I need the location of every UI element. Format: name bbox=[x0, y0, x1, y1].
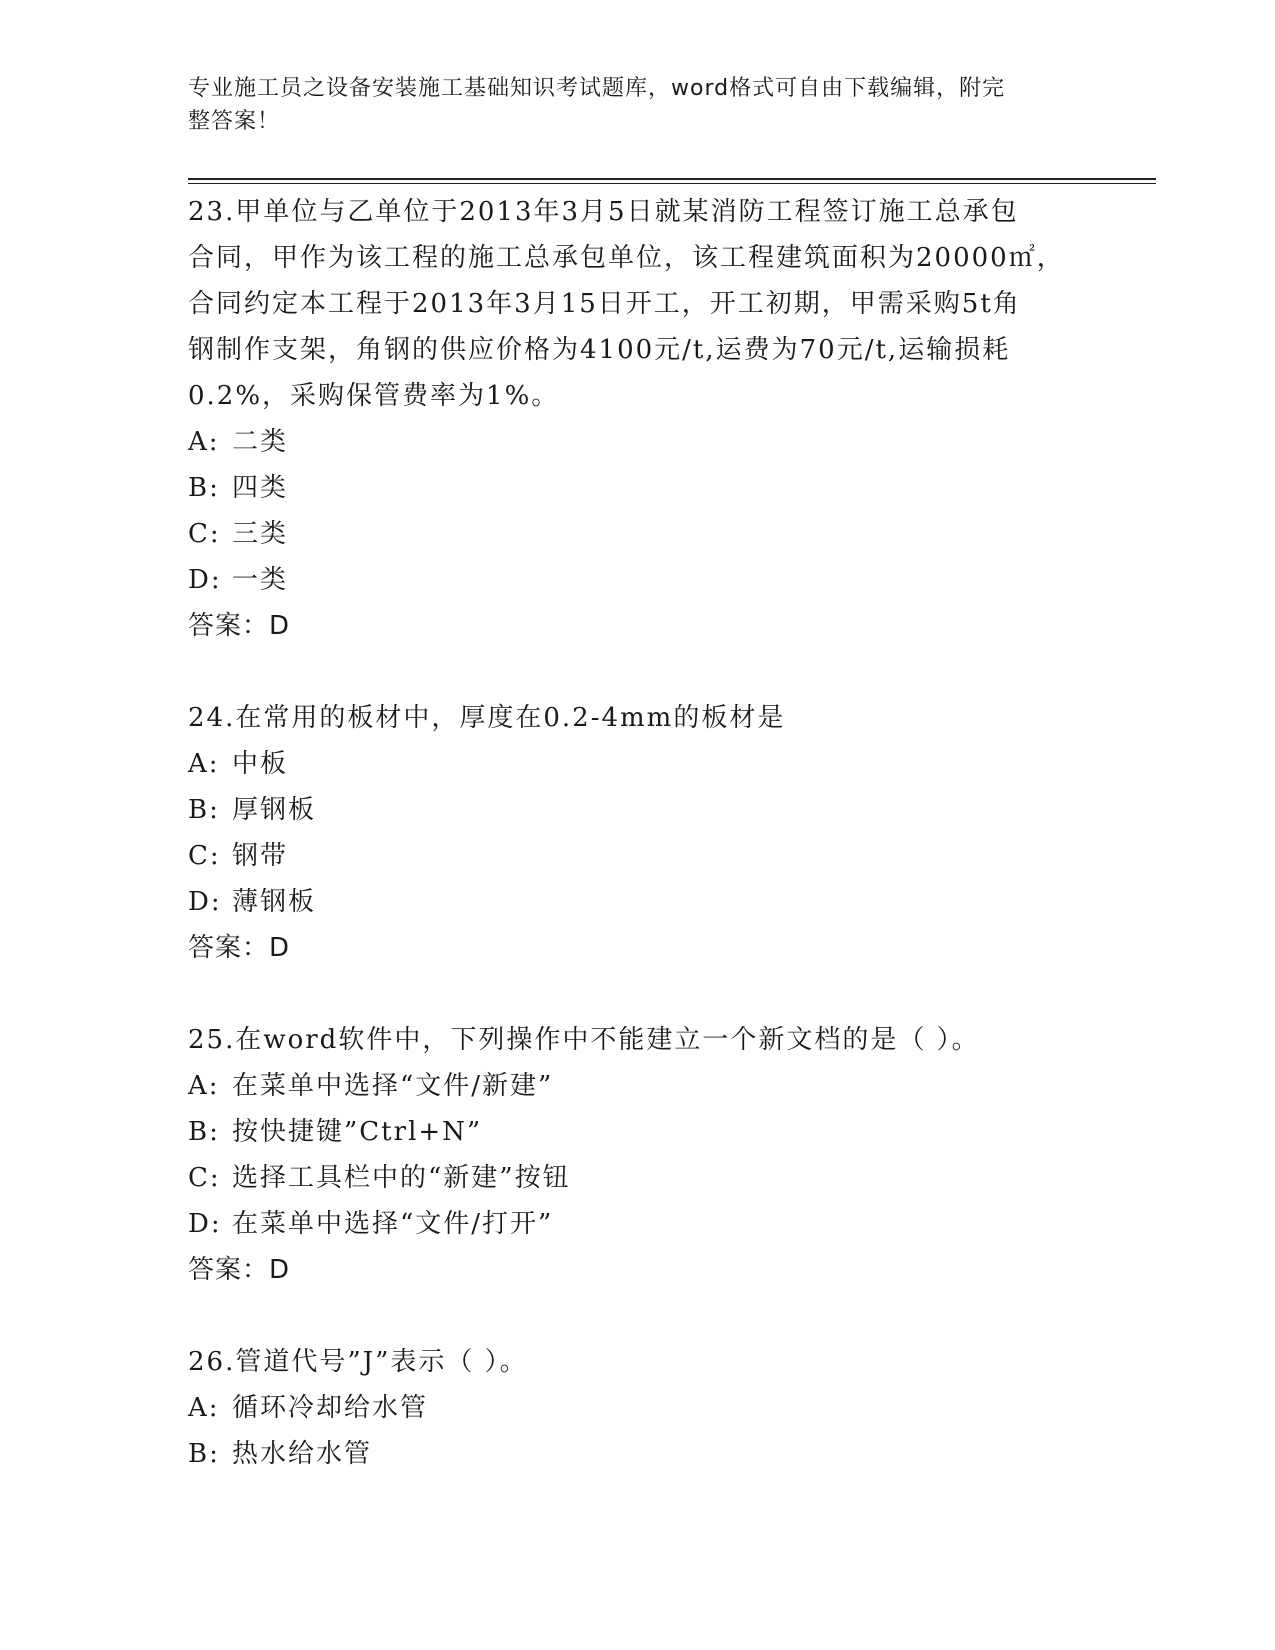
stem-line: 合同，甲作为该工程的施工总承包单位，该工程建筑面积为20000㎡， bbox=[188, 243, 1065, 273]
stem-line: 合同约定本工程于2013年3月15日开工，开工初期，甲需采购5t角 bbox=[188, 289, 1021, 319]
option-c bbox=[188, 833, 1088, 879]
option-label: D: bbox=[188, 1209, 222, 1239]
option-text: 在菜单中选择“文件/新建” bbox=[232, 1071, 554, 1101]
option-d bbox=[188, 1201, 1088, 1247]
option-text: 钢带 bbox=[232, 841, 289, 871]
header-divider-thick bbox=[188, 178, 1156, 180]
option-text: 在菜单中选择“文件/打开” bbox=[232, 1209, 554, 1239]
option-a bbox=[188, 1385, 1088, 1431]
option-d bbox=[188, 879, 1088, 925]
option-c bbox=[188, 1155, 1088, 1201]
question-list bbox=[188, 189, 1088, 1477]
stem-line: 26.管道代号”J”表示（ ）。 bbox=[188, 1347, 528, 1377]
stem-line: 钢制作支架，角钢的供应价格为4100元/t,运费为70元/t,运输损耗 bbox=[188, 335, 1011, 365]
option-label: C: bbox=[188, 1163, 221, 1193]
document-header bbox=[188, 72, 1078, 138]
answer-line: 答案：D bbox=[188, 933, 291, 963]
option-label: A: bbox=[188, 1071, 220, 1101]
stem-line: 0.2%，采购保管费率为1%。 bbox=[188, 381, 560, 411]
option-label: B: bbox=[188, 795, 220, 825]
question-25 bbox=[188, 1017, 1088, 1293]
option-text: 二类 bbox=[232, 427, 289, 457]
question-24 bbox=[188, 695, 1088, 971]
option-text: 热水给水管 bbox=[232, 1439, 373, 1469]
header-title-line-1: 专业施工员之设备安装施工基础知识考试题库，word格式可自由下载编辑，附完 bbox=[188, 76, 1006, 101]
option-label: C: bbox=[188, 841, 221, 871]
option-label: B: bbox=[188, 473, 220, 503]
question-26 bbox=[188, 1339, 1088, 1477]
option-b bbox=[188, 787, 1088, 833]
option-label: B: bbox=[188, 1117, 220, 1147]
header-title-line-2: 整答案！ bbox=[188, 109, 281, 134]
option-b bbox=[188, 1109, 1088, 1155]
option-a bbox=[188, 741, 1088, 787]
option-b bbox=[188, 1431, 1088, 1477]
option-text: 四类 bbox=[232, 473, 289, 503]
option-d bbox=[188, 557, 1088, 603]
option-label: C: bbox=[188, 519, 221, 549]
option-label: A: bbox=[188, 1393, 220, 1423]
answer-line: 答案：D bbox=[188, 611, 291, 641]
question-23 bbox=[188, 189, 1088, 649]
option-label: A: bbox=[188, 749, 220, 779]
question-stem bbox=[188, 695, 1088, 741]
option-text: 按快捷键”Ctrl+N” bbox=[232, 1117, 483, 1147]
option-text: 一类 bbox=[232, 565, 289, 595]
question-stem bbox=[188, 1339, 1088, 1385]
stem-line: 23.甲单位与乙单位于2013年3月5日就某消防工程签订施工总承包 bbox=[188, 197, 1019, 227]
option-text: 薄钢板 bbox=[232, 887, 317, 917]
option-label: D: bbox=[188, 565, 222, 595]
option-a bbox=[188, 419, 1088, 465]
option-text: 循环冷却给水管 bbox=[232, 1393, 429, 1423]
answer-line: 答案：D bbox=[188, 1255, 291, 1285]
option-label: A: bbox=[188, 427, 220, 457]
question-stem bbox=[188, 1017, 1088, 1063]
option-b bbox=[188, 465, 1088, 511]
option-text: 厚钢板 bbox=[232, 795, 317, 825]
header-divider-thin bbox=[188, 183, 1156, 184]
option-text: 三类 bbox=[232, 519, 289, 549]
option-label: D: bbox=[188, 887, 222, 917]
stem-line: 24.在常用的板材中，厚度在0.2-4mm的板材是 bbox=[188, 703, 786, 733]
option-label: B: bbox=[188, 1439, 220, 1469]
option-a bbox=[188, 1063, 1088, 1109]
stem-line: 25.在word软件中，下列操作中不能建立一个新文档的是（ ）。 bbox=[188, 1025, 980, 1055]
option-text: 选择工具栏中的“新建”按钮 bbox=[232, 1163, 571, 1193]
option-c bbox=[188, 511, 1088, 557]
question-stem bbox=[188, 189, 1088, 419]
option-text: 中板 bbox=[232, 749, 289, 779]
